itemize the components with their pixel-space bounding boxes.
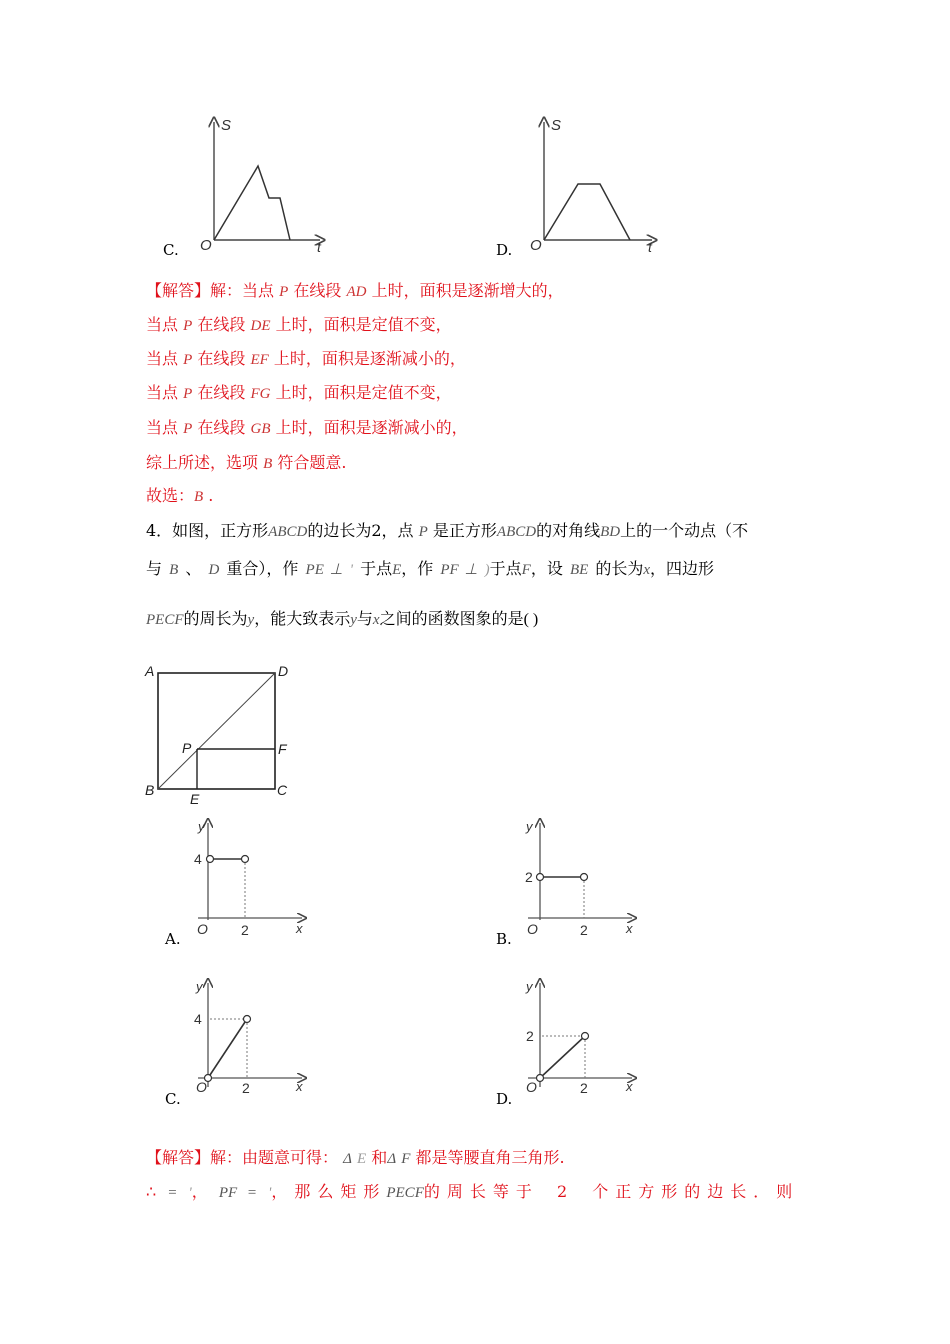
square-figure [140, 658, 300, 808]
area-curve [544, 184, 630, 240]
x-tick-label: 2 [241, 922, 249, 938]
answer1-summary: 综上所述，选项 B 符合题意. [146, 453, 347, 472]
y-label: y [196, 979, 203, 994]
open-endpoint [242, 856, 249, 863]
answer2-line-1: 【解答】解：由题意可得： Δ E 和Δ F 都是等腰直角三角形. [146, 1148, 565, 1167]
s-axis-label: S [221, 117, 232, 134]
option-d-graph [520, 975, 645, 1100]
top-option-d-graph [522, 112, 672, 260]
point-p: P [182, 740, 192, 756]
open-endpoint [537, 1075, 544, 1082]
x-label: x [626, 921, 633, 936]
open-endpoint [207, 856, 214, 863]
x-tick-label: 2 [580, 922, 588, 938]
s-axis-label: S [551, 117, 562, 134]
x-tick-label: 2 [242, 1080, 250, 1096]
answer1-line-4: 当点 P 在线段 FG 上时，面积是定值不变， [146, 383, 452, 402]
answer-tag: 【解答】 [146, 1148, 211, 1167]
origin-label: O [527, 921, 538, 937]
vertex-b: B [145, 782, 155, 798]
function-segment [208, 1019, 247, 1078]
answer1-line-5: 当点 P 在线段 GB 上时，面积是逐渐减小的， [146, 418, 468, 437]
answer1-line-3: 当点 P 在线段 EF 上时，面积是逐渐减小的， [146, 349, 466, 368]
q4-line-1: 4．如图，正方形ABCD的边长为2，点 P 是正方形ABCD的对角线BD上的一个动点（不 [146, 521, 749, 540]
top-option-c-graph [190, 112, 340, 260]
option-a-graph [190, 815, 315, 940]
t-axis-label: t [317, 239, 321, 255]
function-segment [540, 1036, 585, 1078]
open-endpoint [244, 1016, 251, 1023]
y-label: y [198, 819, 205, 834]
area-curve [214, 166, 290, 240]
point-f: F [278, 741, 287, 757]
x-label: x [296, 1079, 303, 1094]
origin-label: O [196, 1079, 207, 1095]
vertex-a: A [145, 663, 155, 679]
x-label: x [296, 921, 303, 936]
origin-label: O [200, 237, 212, 254]
point-e: E [190, 791, 200, 807]
t-axis-label: t [648, 239, 652, 255]
vertex-d: D [278, 663, 289, 679]
answer-tag: 【解答】 [146, 281, 211, 300]
option-b-label: B. [496, 930, 512, 948]
answer2-line-2: ∴ = ʹ， PF = ʹ，那么矩形PECF的周长等于 2 个正方形的边长．则 [146, 1182, 800, 1201]
option-a-label: A. [165, 930, 181, 948]
option-b-graph [520, 815, 645, 940]
open-endpoint [581, 874, 588, 881]
open-endpoint [537, 874, 544, 881]
top-option-c-label: C. [163, 241, 179, 259]
x-tick-label: 2 [580, 1080, 588, 1096]
option-c-graph [190, 975, 315, 1100]
open-endpoint [582, 1033, 589, 1040]
y-tick-label: 4 [194, 851, 202, 867]
origin-label: O [526, 1079, 537, 1095]
origin-label: O [197, 921, 208, 937]
option-d-label: D. [496, 1090, 513, 1108]
origin-label: O [530, 237, 542, 254]
answer1-line-2: 当点 P 在线段 DE 上时，面积是定值不变， [146, 315, 452, 334]
x-label: x [626, 1079, 633, 1094]
answer1-choice: 故选：B . [146, 486, 214, 505]
y-tick-label: 2 [525, 869, 533, 885]
vertex-c: C [277, 782, 288, 798]
q4-line-2: 与 B 、 D 重合），作 PE ⊥ ʹ 于点E，作 PF ⊥ )于点F，设 BE 的长为x，四边形 [146, 559, 715, 578]
y-label: y [526, 979, 533, 994]
option-c-label: C. [165, 1090, 181, 1108]
q4-line-3: PECF的周长为y，能大致表示y与x之间的函数图象的是( ) [146, 609, 539, 628]
answer1-line-1: 【解答】解：当点 P 在线段 AD 上时，面积是逐渐增大的， [146, 281, 564, 300]
diagonal-bd [158, 673, 275, 789]
top-option-d-label: D. [496, 241, 513, 259]
y-tick-label: 2 [526, 1028, 534, 1044]
y-label: y [526, 819, 533, 834]
y-tick-label: 4 [194, 1011, 202, 1027]
